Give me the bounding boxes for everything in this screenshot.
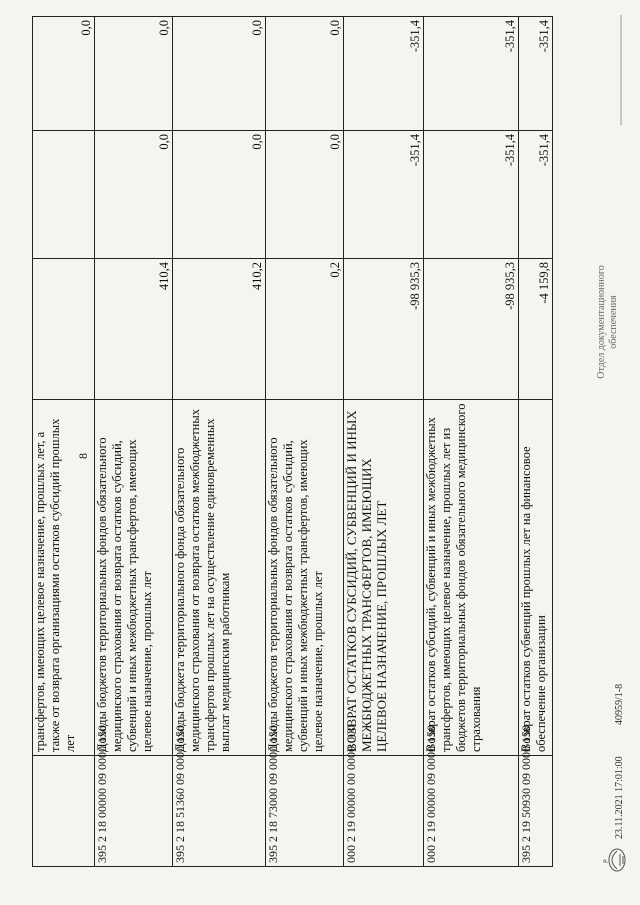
registration-stamp-icon (602, 845, 628, 875)
table-row (33, 17, 95, 867)
table-row (95, 17, 173, 867)
row-value-1: 410,4 (95, 259, 173, 400)
row-code: 395 2 18 73000 09 0000 150 (266, 756, 344, 867)
row-value-3: -351,4 (519, 17, 553, 131)
row-name: Возврат остатков субсидий, субвенций и иных межбюджетных трансфертов, имеющих целевое назначение, прошлых лет из бюджетов территориальных фондов обязательного медицинского страхования (424, 400, 519, 756)
row-value-3: -351,4 (344, 17, 424, 131)
row-value-2: 0,0 (173, 131, 266, 259)
budget-table (32, 16, 553, 867)
row-value-1 (33, 259, 95, 400)
row-value-2: -351,4 (424, 131, 519, 259)
row-value-1: -98 935,3 (344, 259, 424, 400)
row-value-1: -4 159,8 (519, 259, 553, 400)
row-name: Доходы бюджетов территориальных фондов обязательного медицинского страхования от возврата остатков субсидий, субвенций и иных межбюджетных трансфертов, имеющих целевое назначение, прошлых лет (95, 400, 173, 756)
row-code: 000 2 19 00000 00 0000 000 (344, 756, 424, 867)
row-name: ВОЗВРАТ ОСТАТКОВ СУБСИДИЙ, СУБВЕНЦИЙ И ИНЫХ МЕЖБЮДЖЕТНЫХ ТРАНСФЕРТОВ, ИМЕЮЩИХ ЦЕЛЕВОЕ НАЗНАЧЕНИЕ, ПРОШЛЫХ ЛЕТ (344, 400, 424, 756)
row-value-1: 0,2 (266, 259, 344, 400)
row-code (33, 756, 95, 867)
row-value-3: 0,0 (173, 17, 266, 131)
table-row (173, 17, 266, 867)
row-code: 395 2 18 51360 09 0000 150 (173, 756, 266, 867)
row-value-3: 0,0 (266, 17, 344, 131)
table-row (424, 17, 519, 867)
row-value-2: 0,0 (266, 131, 344, 259)
row-name: Доходы бюджетов территориальных фондов обязательного медицинского страхования от возврата остатков субсидий, субвенций и иных межбюджетных трансфертов, имеющих целевое назначение, прошлых лет (266, 400, 344, 756)
row-code: 395 2 18 00000 09 0000 150 (95, 756, 173, 867)
row-value-2 (33, 131, 95, 259)
row-value-1: -98 935,3 (424, 259, 519, 400)
row-value-3: -351,4 (424, 17, 519, 131)
page-number: 8 (76, 453, 90, 459)
row-code: 395 2 19 50930 09 0000 150 (519, 756, 553, 867)
row-name: трансфертов, имеющих целевое назначение, прошлых лет, а также от возврата организациями остатков субсидий прошлых лет (33, 400, 95, 756)
table-row (344, 17, 424, 867)
registration-footer (596, 15, 636, 875)
row-value-1: 410,2 (173, 259, 266, 400)
row-value-3: 0,0 (95, 17, 173, 131)
row-value-3: 0,0 (33, 17, 95, 131)
row-code: 000 2 19 00000 09 0000 150 (424, 756, 519, 867)
row-value-2: 0,0 (95, 131, 173, 259)
row-name: Доходы бюджета территориального фонда обязательного медицинского страхования от возврата остатков межбюджетных трансфертов прошлых лет на осуществление единовременных выплат медицинским работникам (173, 400, 266, 756)
document-number: 40959/1-8 (614, 683, 625, 725)
scan-artifact (620, 15, 622, 125)
row-name: Возврат остатков субвенций прошлых лет на финансовое обеспечение организации (519, 400, 553, 756)
department-stamp: Отдел документационного обеспечения (596, 265, 619, 379)
svg-text:Р: Р (603, 859, 610, 863)
registration-date: 23.11.2021 17:01:00 (614, 756, 625, 839)
table-row (266, 17, 344, 867)
table-row (519, 17, 553, 867)
row-value-2: -351,4 (344, 131, 424, 259)
row-value-2: -351,4 (519, 131, 553, 259)
